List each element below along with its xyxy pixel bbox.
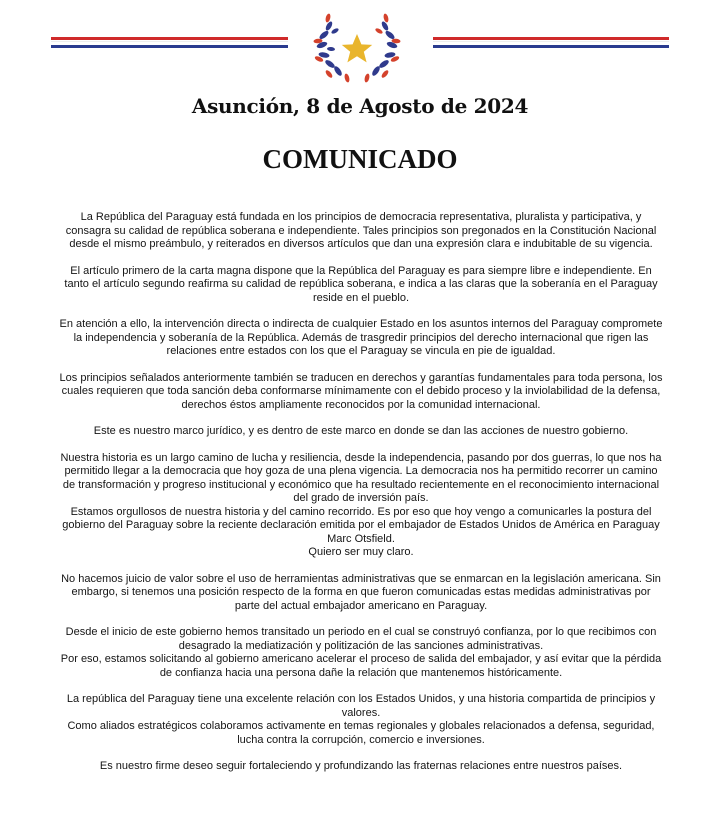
paragraph-pride: Estamos orgullosos de nuestra historia y del camino recorrido. Es por eso que hoy vengo a comunicarles la postura del gobierno del Paraguay sobre la reciente declaración emitida por el embajador de Estados Unidos de América en Paraguay Marc Otsfield.	[62, 505, 660, 545]
paragraph-clarity: Quiero ser muy claro.	[308, 546, 414, 558]
paragraph-intro: La República del Paraguay está fundada en los principios de democracia representativa, pluralista y participativa, y consagra su calidad de república soberana e independiente. Tales principios son pregonados en la Constitución Nacional desde el mismo preámbulo, y reiterados en diversos artículos que dan una expresión clara e indubitable de su vigencia.	[65, 211, 657, 250]
paragraph-legal-framework: Este es nuestro marco jurídico, y es dentro de este marco en donde se dan las acciones de nuestro gobierno.	[93, 425, 629, 437]
paragraph-rights: Los principios señalados anteriormente también se traducen en derechos y garantías fundamentales para toda persona, los cuales requieren que toda sanción deba conformarse mínimamente con el debido proceso y la inviolabilidad de la defensa, derechos éstos ampliamente reconocidos por la comunidad internacional.	[59, 371, 663, 411]
flag-stripes-left	[51, 37, 288, 48]
paragraph-article-one: El artículo primero de la carta magna dispone que la República del Paraguay es para siempre libre e independiente. En tanto el artículo segundo reafirma su calidad de república soberana, e indica a las claras que la soberanía en el Paraguay reside en el pueblo.	[64, 264, 658, 304]
paragraph-relationship: La república del Paraguay tiene una excelente relación con los Estados Unidos, y una historia compartida de principios y valores.	[66, 693, 656, 719]
paragraph-request: Por eso, estamos solicitando al gobierno americano acelerar el proceso de salida del embajador, y así evitar que la pérdida de confianza hacia una persona dañe la relación que mantenemos históricamente.	[60, 653, 662, 679]
document-date: Asunción, 8 de Agosto de 2024	[191, 94, 529, 118]
letterhead	[0, 0, 720, 95]
paragraph-closing: Es nuestro firme deseo seguir fortaleciendo y profundizando las fraternas relaciones entre nuestros países.	[99, 760, 623, 772]
paragraph-history: Nuestra historia es un largo camino de lucha y resiliencia, desde la independencia, pasando por dos guerras, lo que nos ha permitido llegar a la democracia que hoy goza de una plena vigencia. La democracia nos ha permitido recorrer un camino de transformación y progreso institucional y económico que ha resultado recientemente en el reconocimiento internacional del grado de inversión país.	[60, 451, 662, 504]
paragraph-trust: Desde el inicio de este gobierno hemos transitado un periodo en el cual se construyó confianza, por lo que recibimos con desagrado la mediatización y politización de las sanciones administrativas.	[65, 626, 657, 652]
paragraph-value-judgment: No hacemos juicio de valor sobre el uso de herramientas administrativas que se enmarcan en la legislación americana. Sin embargo, si tenemos una posición respecto de la forma en que fueron comunicadas estas medidas administrativas por parte del actual embajador americano en Paraguay.	[61, 572, 661, 612]
document-body	[58, 211, 664, 787]
paragraph-allies: Como aliados estratégicos colaboramos activamente en temas regionales y globales relacionados a defensa, seguridad, lucha contra la corrupción, comercio e inversiones.	[67, 720, 655, 746]
document-title: COMUNICADO	[262, 144, 458, 174]
paragraph-intervention: En atención a ello, la intervención directa o indirecta de cualquier Estado en los asuntos internos del Paraguay compromete la independencia y soberanía de la República. Además de trasgredir principios del derecho internacional que rigen las relaciones entre estados con los que el Paraguay se vincula en pie de igualdad.	[59, 318, 663, 357]
paraguay-star-wreath-emblem-icon	[307, 4, 407, 90]
flag-stripes-right	[433, 37, 669, 48]
